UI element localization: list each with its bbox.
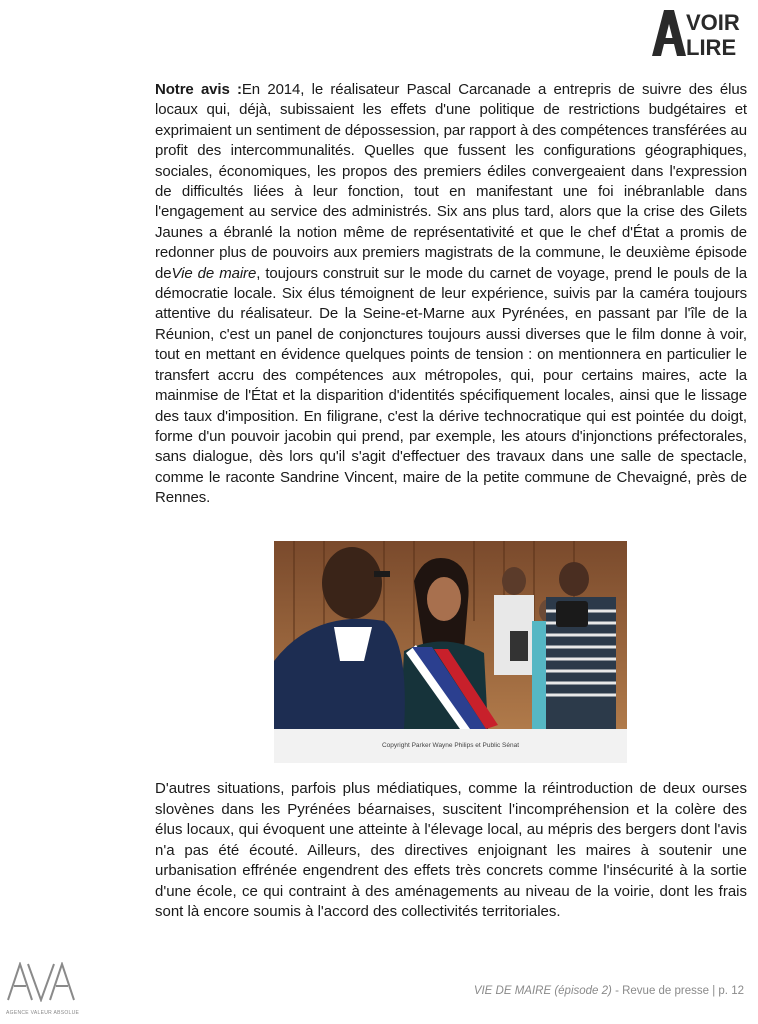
article-body-part-1 (155, 80, 747, 509)
avoir-alire-logo (650, 8, 746, 58)
lead-label: Notre avis : (155, 81, 242, 98)
page-footer (474, 985, 744, 997)
agency-logo (6, 962, 78, 1016)
article-photo-figure (274, 541, 627, 763)
paragraph-1-text-a: En 2014, le réalisateur Pascal Carcanade a entrepris de suivre des élus locaux qui, déjà, subissaient les effets d'une politique de restrictions budgétaires et exprimaient un sentiment de dépossession, par rapport à des compétences transférées au profit des intercommunalités. Quelles que fussent les configurations géographiques, sociales, économiques, les propos des premiers édiles convergeaient dans l'expression de difficultés liées à leur fonction, tout en manifestant une foi inébranlable dans l'engagement au service des administrés. Six ans plus tard, alors que la crise des Gilets Jaunes a ébranlé la notion même de représentativité et que le chef d'État a promis de redonner plus de pouvoirs aux premiers magistrats de la commune, le deuxième épisode de (155, 81, 747, 282)
photo-caption: Copyright Parker Wayne Philips et Public Sénat (274, 729, 627, 763)
svg-text:VOIR: VOIR (686, 10, 740, 35)
paragraph-1 (155, 80, 747, 509)
paragraph-1-text-b: , toujours construit sur le mode du carnet de voyage, prend le pouls de la démocratie locale. Six élus témoignent de leur expérience, suivis par la caméra toujours attentive du réalisateur. De la Seine-et-Marne aux Pyrénées, en passant par l'île de la Réunion, c'est un panel de conjonctures toujours aussi diverses que le film donne à voir, tout en mettant en évidence quelques points de tension : on mentionnera en particulier le transfert accru des compétences aux métropoles, qui, pour certains maires, acte la mainmise de l'État et la disparition d'identités spécifiquement locales, ainsi que le lissage des taux d'imposition. En filigrane, c'est la dérive technocratique qui est pointée du doigt, forme d'un pouvoir jacobin qui prend, par exemple, les atours d'injonctions préfectorales, sans dialogue, dès lors qu'il s'agit d'effectuer des travaux dans une salle de spectacle, comme le raconte Sandrine Vincent, maire de la petite commune de Chevaigné, près de Rennes. (155, 264, 747, 507)
article-body-part-2 (155, 779, 747, 923)
footer-title: VIE DE MAIRE (épisode 2) (473, 985, 612, 997)
svg-text:LIRE: LIRE (686, 35, 737, 58)
agency-name: AGENCE VALEUR ABSOLUE (6, 1010, 80, 1016)
footer-page-info: - Revue de presse | p. 12 (611, 985, 744, 997)
agency-logo-mark (6, 962, 76, 1002)
paragraph-2: D'autres situations, parfois plus médiatiques, comme la réintroduction de deux ourses slovènes dans les Pyrénées béarnaises, suscitent l'incompréhension et la colère des élus locaux, qui évoquent une atteinte à l'élevage local, au mépris des bergers dont l'avis n'a pas été écouté. Ailleurs, des directives enjoignant les maires à soutenir une urbanisation effrénée engendrent des effets très concrets comme l'insécurité à la sortie d'une école, ce qui contraint à des aménagements au niveau de la voirie, dont les frais sont là encore soumis à l'accord des collectivités territoriales. (155, 780, 747, 920)
mayor-ceremony-photo (274, 541, 627, 729)
film-title: Vie de maire (171, 264, 257, 282)
